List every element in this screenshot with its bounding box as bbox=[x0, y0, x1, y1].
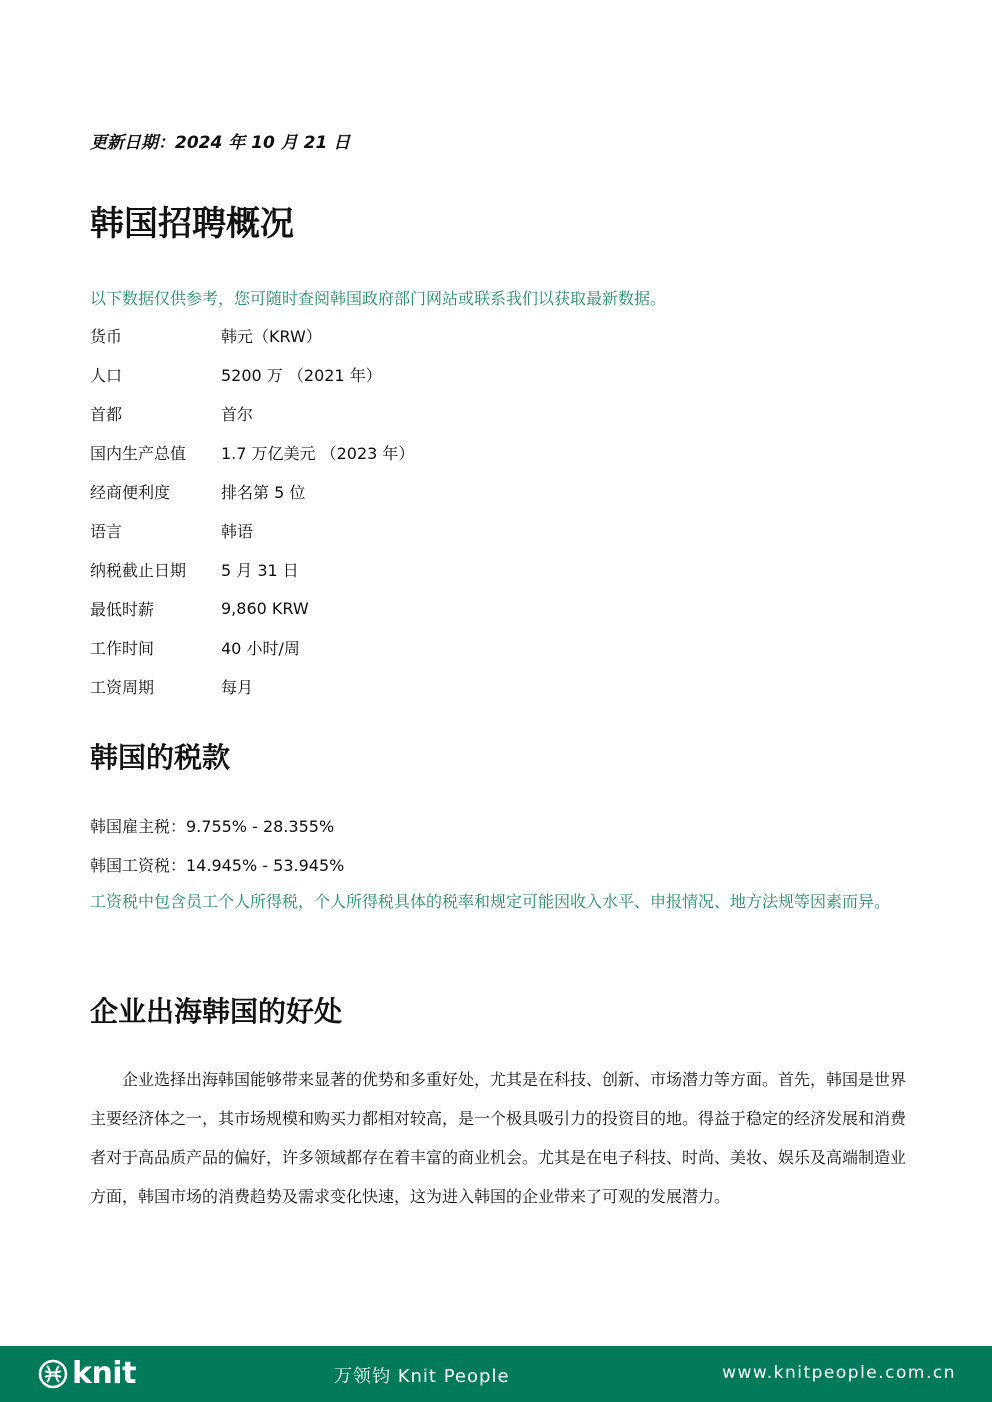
fact-row-pay-cycle bbox=[90, 667, 690, 706]
tax-section-heading: 韩国的税款 bbox=[90, 741, 231, 774]
fact-row-capital bbox=[90, 394, 690, 433]
fact-label: 国内生产总值 bbox=[90, 444, 187, 463]
fact-label: 工作时间 bbox=[90, 639, 155, 658]
facts-table bbox=[90, 316, 690, 706]
fact-label: 最低时薪 bbox=[90, 600, 155, 619]
reference-note: 以下数据仅供参考，您可随时查阅韩国政府部门网站或联系我们以获取最新数据。 bbox=[90, 289, 667, 308]
update-date: 更新日期：2024 年 10 月 21 日 bbox=[90, 133, 351, 153]
fact-row-currency bbox=[90, 316, 690, 355]
fact-label: 纳税截止日期 bbox=[90, 561, 187, 580]
employer-tax-line: 韩国雇主税：9.755% - 28.355% bbox=[90, 817, 335, 836]
page-title: 韩国招聘概况 bbox=[90, 204, 294, 244]
fact-row-working-hours bbox=[90, 628, 690, 667]
logo-wordmark: knit bbox=[72, 1356, 136, 1391]
fact-label: 首都 bbox=[90, 405, 123, 424]
fact-value: 首尔 bbox=[221, 405, 254, 424]
fact-value: 5 月 31 日 bbox=[221, 561, 299, 580]
fact-value: 韩语 bbox=[221, 522, 254, 541]
fact-row-tax-deadline bbox=[90, 550, 690, 589]
fact-label: 货币 bbox=[90, 327, 123, 346]
fact-label: 经商便利度 bbox=[90, 483, 171, 502]
fact-label: 人口 bbox=[90, 366, 123, 385]
benefits-paragraph: 企业选择出海韩国能够带来显著的优势和多重好处，尤其是在科技、创新、市场潜力等方面。首先，韩国是世界主要经济体之一，其市场规模和购买力都相对较高，是一个极具吸引力的投资目的地。得益于稳定的经济发展和消费者对于高品质产品的偏好，许多领域都存在着丰富的商业机会。尤其是在电子科技、时尚、美妆、娱乐及高端制造业方面，韩国市场的消费趋势及需求变化快速，这为进入韩国的企业带来了可观的发展潜力。 bbox=[90, 1070, 907, 1206]
fact-value: 5200 万 （2021 年） bbox=[221, 366, 382, 385]
fact-row-language bbox=[90, 511, 690, 550]
fact-row-gdp bbox=[90, 433, 690, 472]
tax-note: 工资税中包含员工个人所得税，个人所得税具体的税率和规定可能因收入水平、申报情况、地方法规等因素而异。 bbox=[90, 892, 891, 911]
fact-label: 工资周期 bbox=[90, 678, 155, 697]
payroll-tax-line: 韩国工资税：14.945% - 53.945% bbox=[90, 856, 345, 875]
fact-value: 韩元（KRW） bbox=[221, 327, 322, 346]
footer-bar bbox=[0, 1346, 992, 1402]
benefits-section-heading: 企业出海韩国的好处 bbox=[90, 995, 343, 1028]
fact-value: 每月 bbox=[221, 678, 254, 697]
footer-brand-name: 万领钧 Knit People bbox=[334, 1366, 510, 1387]
fact-value: 排名第 5 位 bbox=[221, 483, 306, 502]
fact-row-minimum-wage bbox=[90, 589, 690, 628]
knit-logo bbox=[38, 1356, 136, 1392]
fact-value: 1.7 万亿美元 （2023 年） bbox=[221, 444, 415, 463]
footer-website-link[interactable]: www.knitpeople.com.cn bbox=[722, 1363, 956, 1383]
knit-logo-icon bbox=[38, 1359, 68, 1389]
fact-value: 40 小时/周 bbox=[221, 639, 300, 658]
fact-row-population bbox=[90, 355, 690, 394]
fact-row-ease-of-business bbox=[90, 472, 690, 511]
fact-value: 9,860 KRW bbox=[221, 599, 309, 618]
fact-label: 语言 bbox=[90, 522, 123, 541]
